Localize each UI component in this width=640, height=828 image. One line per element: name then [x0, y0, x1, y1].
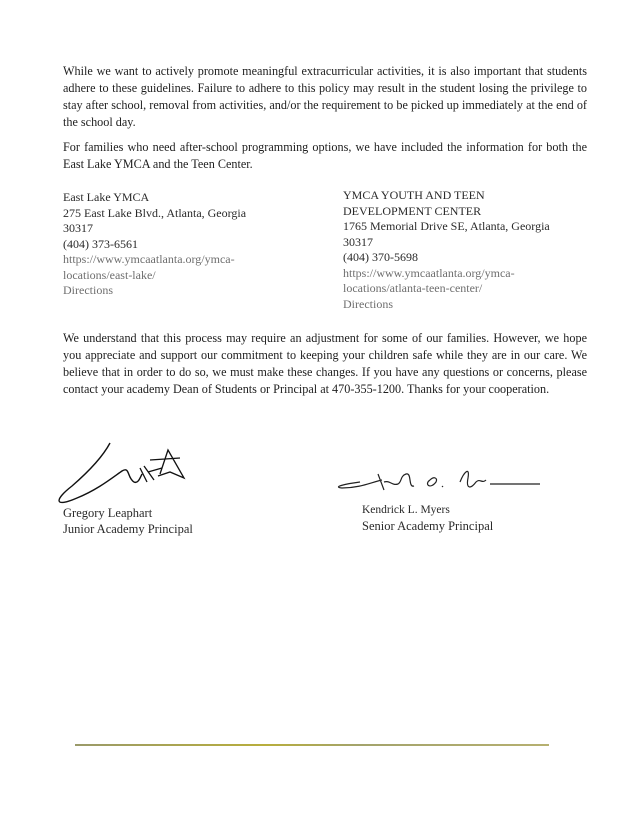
location-name-line2: DEVELOPMENT CENTER [343, 203, 482, 218]
location-url-line1[interactable]: https://www.ymcaatlanta.org/ymca- [343, 265, 515, 280]
signatory-title: Senior Academy Principal [362, 519, 494, 533]
signature-leaphart [52, 438, 212, 506]
teen-center-info [343, 188, 583, 312]
signature-block-junior [63, 505, 193, 537]
east-lake-ymca-info [63, 190, 293, 299]
location-address: 275 East Lake Blvd., Atlanta, Georgia [63, 205, 247, 220]
footer-divider [75, 744, 549, 746]
location-zip: 30317 [63, 221, 93, 235]
options-paragraph: For families who need after-school programming options, we have included the information for both the East Lake YMCA and the Teen Center. [63, 140, 587, 171]
location-url-line1[interactable]: https://www.ymcaatlanta.org/ymca- [63, 252, 235, 266]
location-url-line2[interactable]: locations/east-lake/ [63, 267, 156, 282]
signatory-name: Kendrick L. Myers [362, 504, 450, 516]
location-zip: 30317 [343, 234, 373, 249]
location-name-line1: YMCA YOUTH AND TEEN [343, 188, 485, 202]
signature-myers [330, 462, 550, 497]
directions-link[interactable]: Directions [63, 283, 113, 297]
location-phone: (404) 370-5698 [343, 250, 418, 264]
directions-link[interactable]: Directions [343, 296, 393, 311]
closing-paragraph: We understand that this process may require an adjustment for some of our families. However, we hope you appreciate and support our commitment to keeping your children safe while they are in our care. We believe that in order to do so, we must make these changes. If you have any questions or concerns, please contact your academy Dean of Students or Principal at 470-355-1200. Thanks for your cooperation. [63, 331, 587, 396]
location-address: 1765 Memorial Drive SE, Atlanta, Georgia [343, 219, 550, 233]
location-phone: (404) 373-6561 [63, 236, 138, 251]
location-url-line2[interactable]: locations/atlanta-teen-center/ [343, 281, 483, 295]
guidelines-paragraph: While we want to actively promote meaningful extracurricular activities, it is also important that students adhere to these guidelines. Failure to adhere to this policy may result in the student losing the privilege to stay after school, removal from activities, and/or the requirement to be picked up immediately at the end of the school day. [63, 64, 587, 129]
signatory-title: Junior Academy Principal [63, 522, 193, 536]
location-name: East Lake YMCA [63, 190, 150, 204]
signature-block-senior [362, 502, 493, 534]
signatory-name: Gregory Leaphart [63, 506, 153, 520]
